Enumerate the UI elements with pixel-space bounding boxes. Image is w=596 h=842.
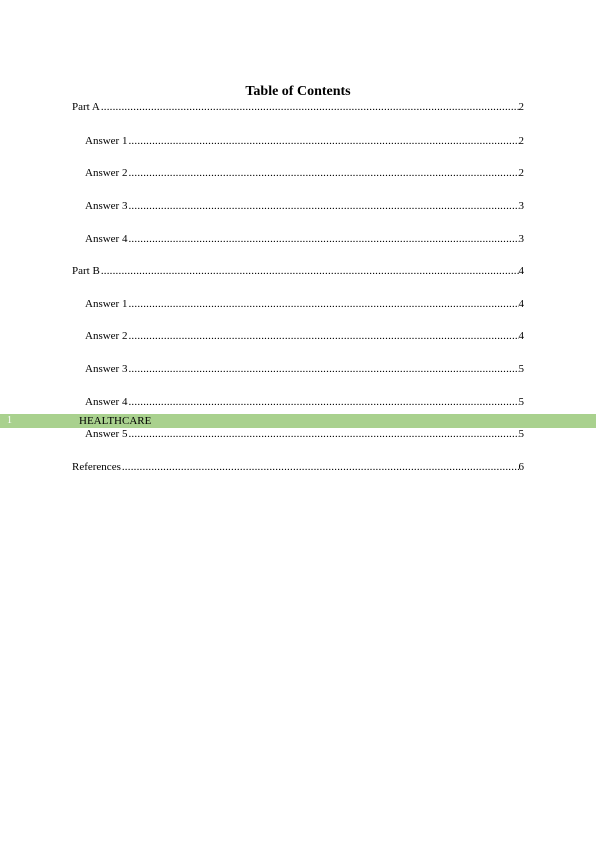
toc-entry-label: Answer 2 — [85, 167, 128, 179]
toc-entry-label: Answer 4 — [85, 233, 128, 245]
toc-entry-part-a[interactable] — [72, 101, 524, 114]
toc-page-number: 4 — [518, 298, 524, 310]
toc-entry-label: References — [72, 461, 121, 473]
toc-entry-answer-3[interactable] — [85, 200, 524, 213]
dot-leader — [128, 233, 518, 246]
dot-leader — [128, 396, 518, 409]
toc-entry-label: Answer 3 — [85, 363, 128, 375]
toc-page-number: 2 — [518, 135, 524, 147]
dot-leader — [122, 461, 519, 474]
dot-leader — [128, 363, 518, 376]
toc-entry-references[interactable] — [72, 461, 524, 474]
toc-page-number: 2 — [518, 167, 524, 179]
toc-entry-answer-4[interactable] — [85, 396, 524, 409]
toc-page-number: 4 — [518, 330, 524, 342]
toc-entry-label: Answer 1 — [85, 298, 128, 310]
toc-title: Table of Contents — [245, 84, 351, 99]
dot-leader — [128, 330, 518, 343]
toc-entry-label: Answer 4 — [85, 396, 128, 408]
toc-entry-answer-3[interactable] — [85, 363, 524, 376]
dot-leader — [128, 135, 518, 148]
toc-entry-label: Part B — [72, 265, 100, 277]
toc-entry-answer-1[interactable] — [85, 135, 524, 148]
toc-page-number: 5 — [518, 428, 524, 440]
toc-entry-answer-1[interactable] — [85, 298, 524, 311]
toc-page-number: 6 — [518, 461, 524, 473]
toc-entry-label: Answer 5 — [85, 428, 128, 440]
dot-leader — [128, 200, 518, 213]
toc-entry-label: Answer 3 — [85, 200, 128, 212]
toc-page-number: 5 — [518, 396, 524, 408]
toc-page-number: 5 — [518, 363, 524, 375]
toc-entry-part-b[interactable] — [72, 265, 524, 278]
toc-entry-label: Answer 1 — [85, 135, 128, 147]
toc-page-number: 3 — [518, 200, 524, 212]
toc-page-number: 3 — [518, 233, 524, 245]
dot-leader — [101, 101, 519, 114]
header-running-title: HEALTHCARE — [79, 415, 152, 427]
dot-leader — [128, 298, 518, 311]
header-page-number: 1 — [7, 415, 12, 426]
toc-entry-label: Answer 2 — [85, 330, 128, 342]
dot-leader — [101, 265, 519, 278]
toc-entry-label: Part A — [72, 101, 100, 113]
dot-leader — [128, 428, 518, 441]
running-header-band — [0, 414, 596, 428]
toc-entry-answer-2[interactable] — [85, 167, 524, 180]
toc-page-number: 4 — [518, 265, 524, 277]
toc-entry-answer-2[interactable] — [85, 330, 524, 343]
toc-entry-answer-5[interactable] — [85, 428, 524, 441]
toc-entry-answer-4[interactable] — [85, 233, 524, 246]
dot-leader — [128, 167, 518, 180]
toc-page-number: 2 — [518, 101, 524, 113]
